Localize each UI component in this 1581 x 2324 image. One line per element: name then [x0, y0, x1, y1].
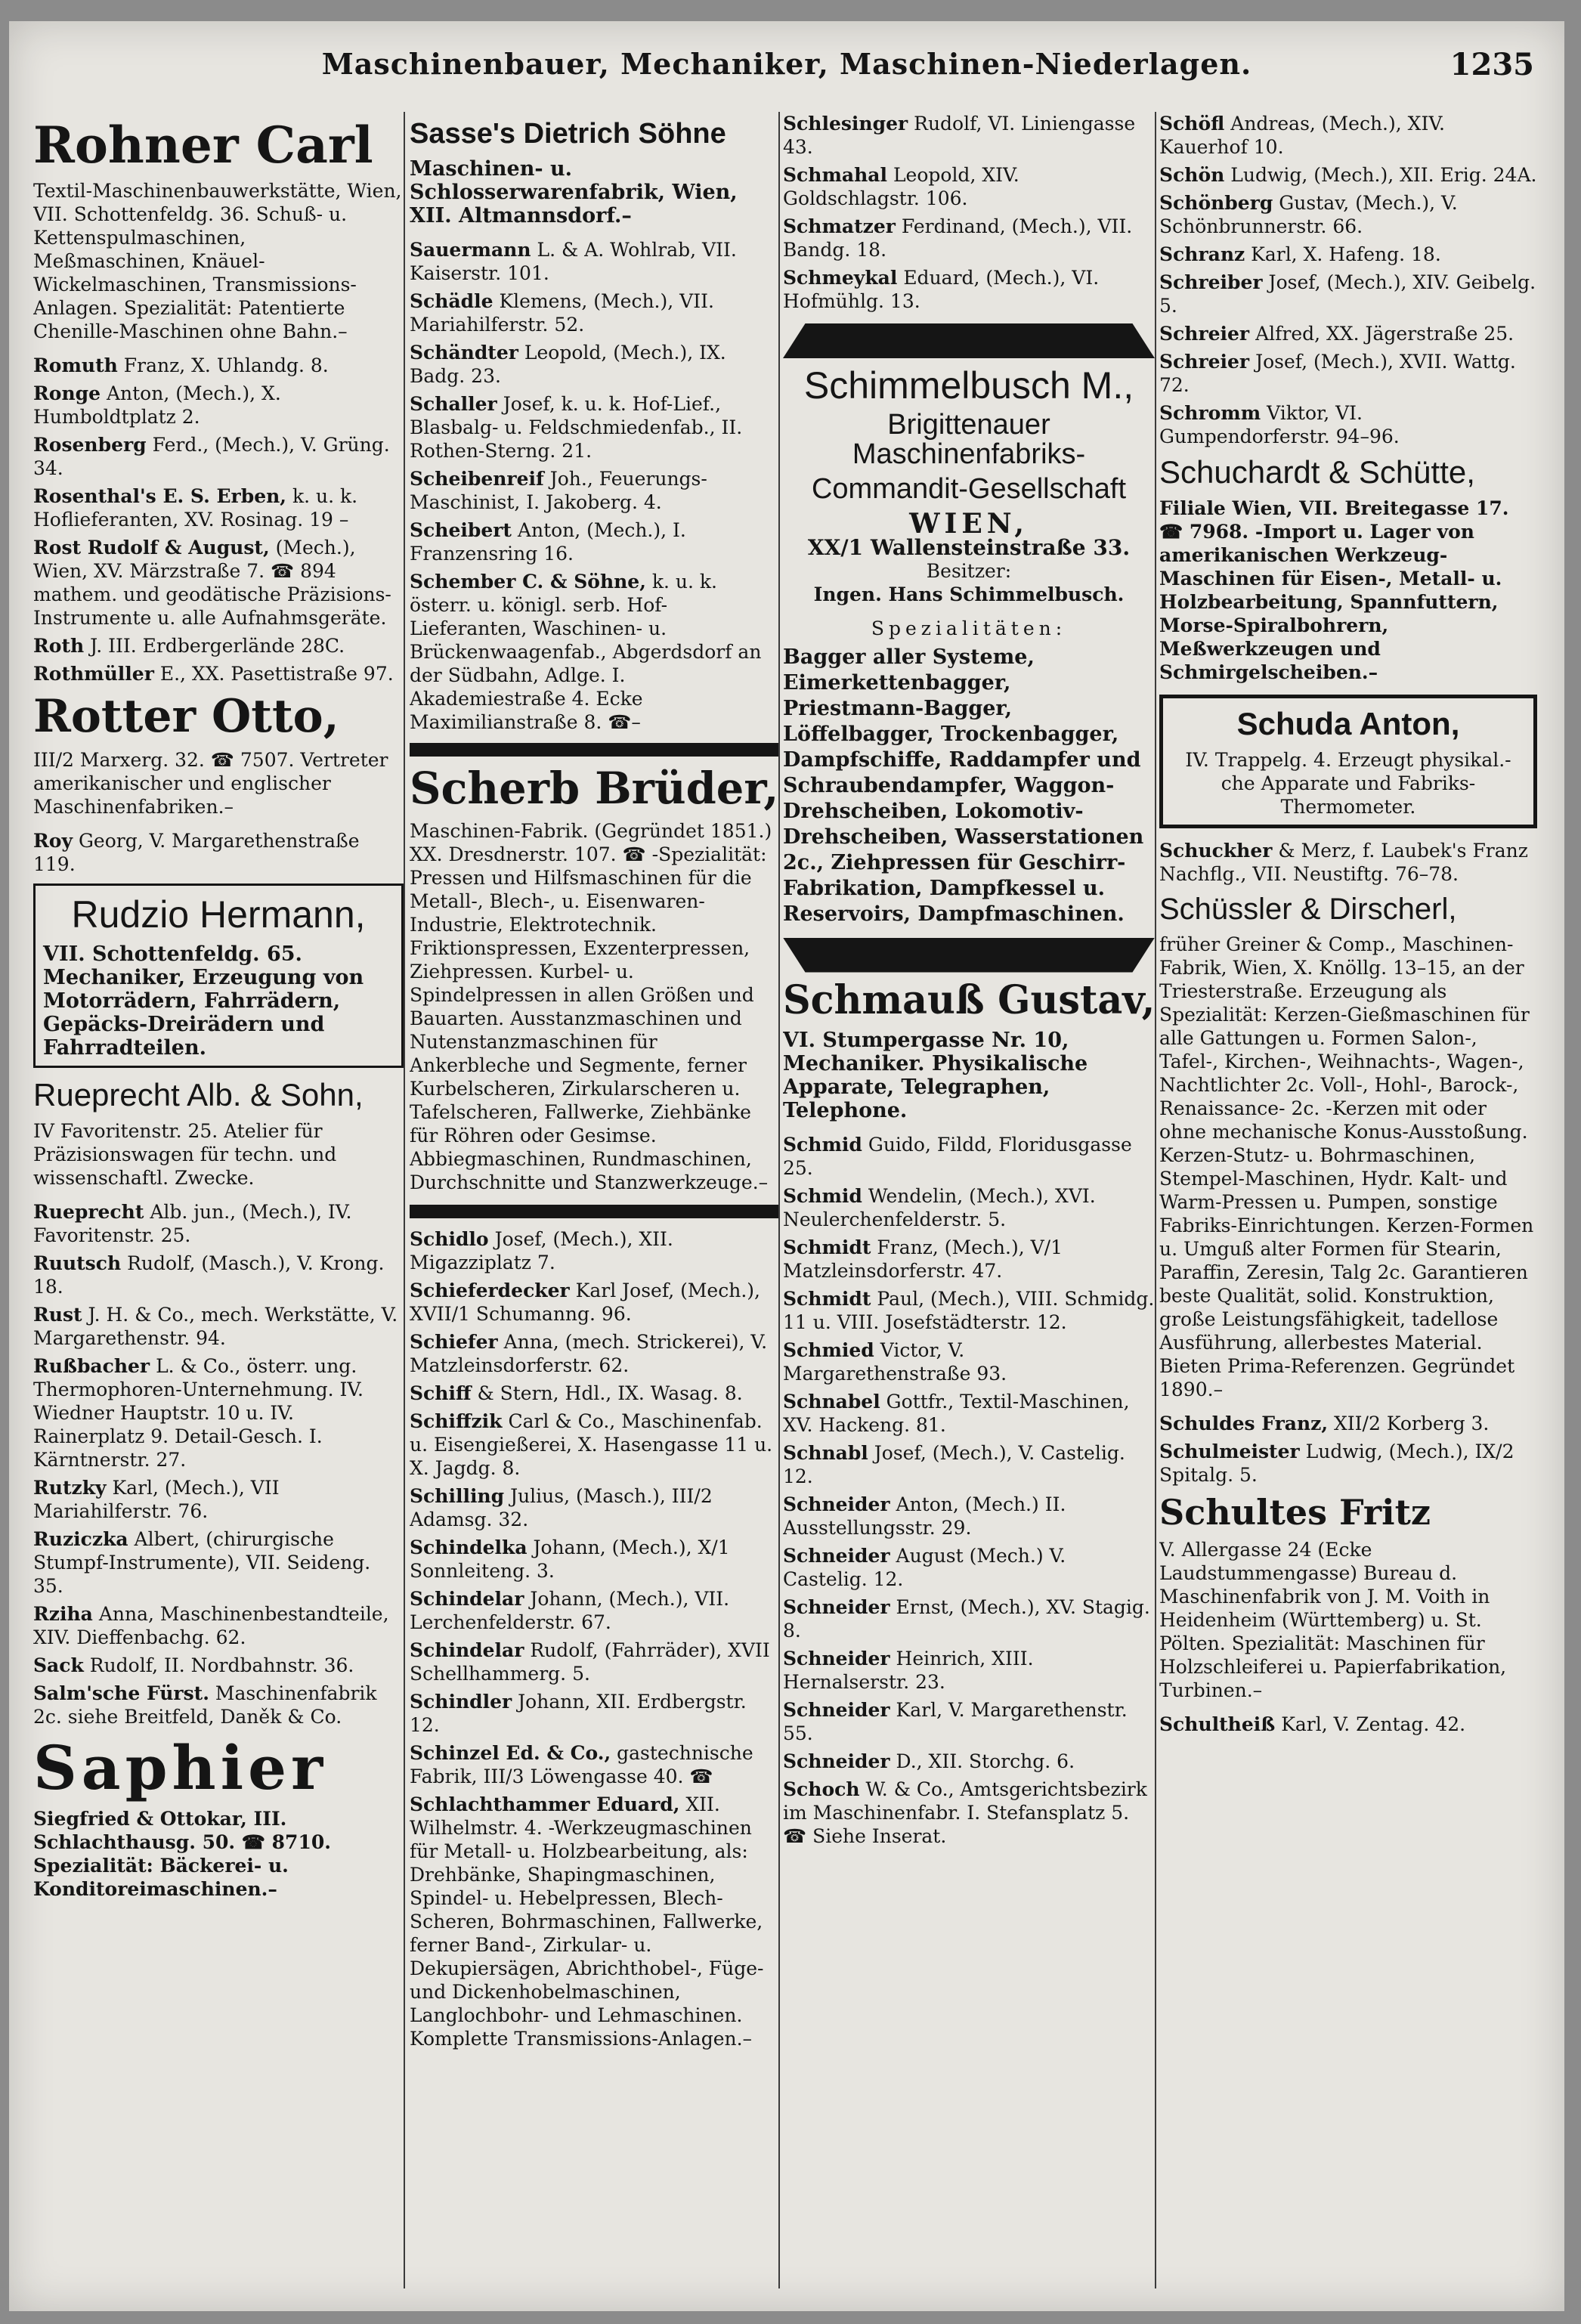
- entry-details: Alfred, XX. Jägerstraße 25.: [1255, 323, 1514, 345]
- entry-name: Schiffzik: [410, 1410, 503, 1432]
- entry-name: Schneider: [783, 1648, 890, 1670]
- ad-title: Saphier: [33, 1731, 328, 1803]
- ad-subtitle: Brigittenauer: [887, 408, 1050, 441]
- entry-name: Schidlo: [410, 1227, 489, 1250]
- entry-details: Johann, (Mech.), X/1 Sonnleiteng. 3.: [410, 1536, 730, 1582]
- directory-entry: [410, 1536, 778, 1583]
- entry-details: Josef, k. u. k. Hof-Lief., Blasbalg- u. Feldschmiedenfab., II. Rothen-Sterng. 21.: [410, 392, 743, 462]
- ad-title: Schimmelbusch M.,: [803, 364, 1134, 407]
- entry-name: Schmidt: [783, 1236, 871, 1259]
- directory-entry: [1159, 401, 1537, 448]
- entry-name: Schranz: [1159, 243, 1245, 265]
- directory-entry: [410, 518, 778, 565]
- directory-entry: [783, 215, 1155, 261]
- entry-details: L. & A. Wohlrab, VII. Kaiserstr. 101.: [410, 238, 737, 284]
- entry-details: Georg, V. Margarethenstraße 119.: [33, 830, 360, 876]
- directory-entry: [33, 382, 404, 429]
- directory-entry: [33, 536, 404, 630]
- entry-details: D., XII. Storchg. 6.: [896, 1750, 1075, 1773]
- ad-title: Schuchardt & Schütte,: [1159, 454, 1475, 490]
- directory-entry: [1159, 350, 1537, 397]
- directory-entry: [410, 1279, 778, 1326]
- entry-details: Albert, (chirurgische Stumpf-Instrumente), VII. Seideng. 35.: [33, 1527, 371, 1597]
- entry-details: Johann, (Mech.), VII. Lerchenfelderstr. 67.: [410, 1587, 730, 1633]
- entry-details: Leopold, (Mech.), IX. Badg. 23.: [410, 341, 726, 387]
- entry-details: Rudolf, (Fahrräder), XVII Schellhammerg. 5.: [410, 1639, 770, 1685]
- directory-entry: [1159, 1412, 1537, 1435]
- entry-details: (Mech.), Wien, XV. Märzstraße 7. ☎ 894 mathem. und geodätische Präzisions-Instrumente u. alle Aufnahmsgeräte.: [33, 537, 391, 630]
- entry-name: Schindelar: [410, 1587, 524, 1610]
- directory-entry: [783, 1390, 1155, 1437]
- ad-rohner: [33, 116, 404, 343]
- entry-details: Klemens, (Mech.), VII. Mariahilferstr. 52.: [410, 289, 714, 336]
- entry-list: [1159, 1713, 1537, 1736]
- ad-schultes: [1159, 1494, 1537, 1702]
- directory-entry: [33, 433, 404, 480]
- entry-details: Alb. jun., (Mech.), IV. Favoritenstr. 25.: [33, 1200, 352, 1246]
- entry-name: Ronge: [33, 382, 101, 405]
- ad-top-bar: [783, 323, 1155, 358]
- entry-details: E., XX. Pasettistraße 97.: [159, 663, 394, 685]
- entry-name: Schindler: [410, 1690, 512, 1713]
- entry-list: [783, 1133, 1155, 1848]
- ad-sasse: [410, 119, 778, 227]
- entry-details: Franz, (Mech.), V/1 Matzleinsdorferstr. 47.: [783, 1236, 1063, 1283]
- entry-details: Victor, V. Margarethenstraße 93.: [783, 1339, 1007, 1385]
- ad-title: Rueprecht Alb. & Sohn,: [33, 1076, 364, 1112]
- entry-name: Salm'sche Fürst.: [33, 1682, 209, 1704]
- entry-name: Schlachthammer Eduard,: [410, 1793, 680, 1815]
- entry-name: Ruziczka: [33, 1527, 128, 1550]
- directory-entry: [410, 1227, 778, 1274]
- entry-details: k. u. k. Hoflieferanten, XV. Rosinag. 19 –: [33, 485, 358, 531]
- directory-entry: [33, 1354, 404, 1471]
- entry-name: Schoch: [783, 1778, 860, 1801]
- directory-entry: [783, 112, 1155, 159]
- directory-entry: [33, 829, 404, 876]
- entry-name: Schneider: [783, 1545, 890, 1567]
- directory-entry: [783, 1338, 1155, 1385]
- entry-name: Schreiber: [1159, 271, 1263, 293]
- entry-name: Schulmeister: [1159, 1441, 1300, 1463]
- entry-name: Schindelar: [410, 1639, 524, 1661]
- ad-saphier: [33, 1731, 404, 1901]
- ad-title: Rudzio Hermann,: [71, 893, 366, 936]
- entry-name: Rust: [33, 1303, 82, 1326]
- entry-details: XII/2 Korberg 3.: [1334, 1413, 1490, 1435]
- entry-name: Roth: [33, 635, 85, 658]
- entry-details: Rudolf, VI. Liniengasse 43.: [783, 113, 1136, 158]
- page-number: 1235: [1450, 47, 1534, 82]
- ad-body: Maschinen- u. Schlosserwarenfabrik, Wien, XII. Altmannsdorf.–: [410, 156, 738, 227]
- entry-name: Schromm: [1159, 402, 1261, 424]
- directory-entry: [783, 1698, 1155, 1745]
- directory-entry: [410, 1639, 778, 1685]
- directory-entry: [33, 634, 404, 658]
- ad-body: Siegfried & Ottokar, III. Schlachthausg. 50. ☎ 8710. Spezialität: Bäckerei- u. Konditoreimaschinen.–: [33, 1807, 331, 1900]
- page-header: [39, 47, 1534, 95]
- ad-subtitle: Maschinenfabriks-Commandit-Gesellschaft: [811, 438, 1127, 505]
- entry-name: Schultheiß: [1159, 1713, 1276, 1736]
- entry-details: J. H. & Co., mech. Werkstätte, V. Margarethenstr. 94.: [33, 1303, 398, 1349]
- directory-entry: [410, 238, 778, 285]
- directory-entry: [410, 1330, 778, 1377]
- directory-entry: [410, 1793, 778, 2050]
- directory-entry: [410, 467, 778, 514]
- ad-title: Rohner Carl: [33, 116, 373, 175]
- entry-name: Rutzky: [33, 1476, 107, 1499]
- ad-body: V. Allergasse 24 (Ecke Laudstummengasse) Bureau d. Maschinenfabrik von J. M. Voith in Heidenheim (Württemberg) u. St. Pölten. Spezialität: Maschinen für Holzschleiferei u. Papierfabrikation, Turbinen.–: [1159, 1539, 1507, 1702]
- ad-rotter: [33, 690, 404, 819]
- directory-entry: [410, 1741, 778, 1788]
- entry-name: Sack: [33, 1654, 84, 1676]
- entry-details: Ludwig, (Mech.), IX/2 Spitalg. 5.: [1159, 1441, 1514, 1487]
- entry-list: [33, 354, 404, 685]
- ad-body: IV. Trappelg. 4. Erzeugt physikal.-che Apparate und Fabriks-Thermometer.: [1185, 749, 1511, 819]
- entry-name: Schön: [1159, 164, 1225, 186]
- entry-details: W. & Co., Amtsgerichtsbezirk im Maschinenfabr. I. Stefansplatz 5. ☎ Siehe Inserat.: [783, 1778, 1147, 1848]
- entry-list: [1159, 112, 1537, 448]
- entry-details: Andreas, (Mech.), XIV. Kauerhof 10.: [1159, 113, 1445, 158]
- directory-entry: [783, 1184, 1155, 1231]
- ad-body: IV Favoritenstr. 25. Atelier für Präzisionswagen für techn. und wissenschaftl. Zwecke.: [33, 1119, 337, 1189]
- entry-name: Schneider: [783, 1493, 890, 1516]
- directory-entry: [1159, 112, 1537, 159]
- directory-entry: [33, 1602, 404, 1649]
- entry-name: Schöfl: [1159, 113, 1225, 135]
- entry-details: L. & Co., österr. ung. Thermophoren-Unternehmung. IV. Wiedner Hauptstr. 10 u. IV. Rainerplatz 9. Detail-Gesch. I. Kärntnerstr. 27.: [33, 1354, 364, 1471]
- entry-name: Schneider: [783, 1596, 890, 1619]
- entry-name: Rosenberg: [33, 434, 147, 456]
- directory-entry: [1159, 1713, 1537, 1736]
- entry-name: Schönberg: [1159, 192, 1273, 214]
- entry-name: Rueprecht: [33, 1200, 144, 1223]
- directory-entry: [33, 1252, 404, 1298]
- page-title: Maschinenbauer, Mechaniker, Maschinen-Niederlagen.: [321, 47, 1252, 81]
- entry-name: Schilling: [410, 1484, 505, 1507]
- entry-name: Schreier: [1159, 351, 1250, 373]
- entry-details: Carl & Co., Maschinenfab. u. Eisengießerei, X. Hasengasse 11 u. X. Jagdg. 8.: [410, 1410, 773, 1479]
- ad-schimmelbusch: [783, 366, 1155, 927]
- entry-details: Johann, XII. Erdbergstr. 12.: [410, 1690, 747, 1736]
- directory-entry: [1159, 839, 1537, 886]
- entry-name: Roy: [33, 830, 73, 853]
- entry-details: Heinrich, XIII. Hernalserstr. 23.: [783, 1648, 1034, 1694]
- column-2: [410, 112, 778, 2296]
- directory-entry: [783, 1544, 1155, 1591]
- directory-entry: [783, 1595, 1155, 1642]
- entry-details: August (Mech.) V. Castelig. 12.: [783, 1545, 1066, 1591]
- entry-details: Julius, (Masch.), III/2 Adamsg. 32.: [410, 1484, 713, 1530]
- directory-entry: [1159, 1440, 1537, 1487]
- directory-entry: [33, 484, 404, 531]
- entry-name: Scheibert: [410, 518, 512, 541]
- entry-details: Karl Josef, (Mech.), XVII/1 Schumanng. 96.: [410, 1279, 760, 1325]
- entry-details: Wendelin, (Mech.), XVI. Neulerchenfelderstr. 5.: [783, 1185, 1096, 1231]
- entry-details: Ernst, (Mech.), XV. Stagig. 8.: [783, 1596, 1150, 1642]
- ad-address: XX/1 Wallensteinstraße 33.: [807, 534, 1131, 560]
- entry-details: Paul, (Mech.), VIII. Schmidg. 11 u. VIII. Josefstädterstr. 12.: [783, 1288, 1155, 1334]
- entry-details: Ludwig, (Mech.), XII. Erig. 24A.: [1230, 164, 1537, 186]
- directory-entry: [1159, 243, 1537, 266]
- directory-entry: [1159, 271, 1537, 317]
- directory-entry: [33, 1476, 404, 1523]
- entry-name: Schnabl: [783, 1442, 868, 1465]
- entry-name: Schmid: [783, 1185, 862, 1208]
- ad-spec: Bagger aller Systeme, Eimerkettenbagger, Priestmann-Bagger, Löffelbagger, Trockenbagger, Dampfschiffe, Raddampfer und Schraubendampfer, Waggon-Drehscheiben, Lokomotiv-Drehscheiben, Wasserstationen 2c., Ziehpressen für Geschirr-Fabrikation, Dampfkessel u. Reservoirs, Dampfmaschinen.: [783, 645, 1144, 926]
- directory-entry: [783, 266, 1155, 313]
- directory-entry: [33, 662, 404, 685]
- entry-details: Joh., Feuerungs-Maschinist, I. Jakoberg. 4.: [410, 467, 707, 513]
- entry-details: Rudolf, (Masch.), V. Krong. 18.: [33, 1252, 385, 1298]
- entry-details: J. III. Erdbergerlände 28C.: [90, 635, 345, 658]
- entry-details: Karl, V. Zentag. 42.: [1281, 1713, 1466, 1736]
- entry-details: Josef, (Mech.), XVII. Wattg. 72.: [1159, 351, 1516, 396]
- entry-name: Schmatzer: [783, 215, 896, 237]
- entry-name: Schneider: [783, 1750, 890, 1773]
- entry-details: Gustav, (Mech.), V. Schönbrunnerstr. 66.: [1159, 192, 1458, 237]
- entry-name: Schlesinger: [783, 113, 908, 135]
- entry-name: Schiff: [410, 1382, 472, 1404]
- entry-list: [33, 1200, 404, 1728]
- directory-entry: [410, 570, 778, 734]
- column-1: [33, 112, 404, 2296]
- ad-body: III/2 Marxerg. 32. ☎ 7507. Vertreter amerikanischer und englischer Maschinenfabriken.–: [33, 749, 388, 819]
- entry-list: [410, 1227, 778, 2050]
- entry-name: Rußbacher: [33, 1354, 150, 1377]
- entry-details: Josef, (Mech.), XII. Migazziplatz 7.: [410, 1227, 673, 1273]
- ad-scherb: [410, 762, 778, 1194]
- entry-name: Schinzel Ed. & Co.,: [410, 1741, 611, 1764]
- directory-entry: [783, 1441, 1155, 1488]
- ad-title: Schmauß Gustav,: [783, 976, 1155, 1023]
- ad-body: Filiale Wien, VII. Breitegasse 17. ☎ 7968. -Import u. Lager von amerikanischen Werkzeug-Maschinen für Eisen-, Metall- u. Holzbearbeitung, Spannfuttern, Morse-Spiralbohrern, Meßwerkzeugen und Schmirgelscheiben.–: [1159, 497, 1509, 684]
- entry-name: Ruutsch: [33, 1252, 122, 1274]
- entry-list: [1159, 1412, 1537, 1487]
- directory-entry: [1159, 322, 1537, 345]
- directory-entry: [783, 1133, 1155, 1180]
- entry-details: & Stern, Hdl., IX. Wasag. 8.: [477, 1382, 743, 1404]
- directory-entry: [783, 1647, 1155, 1694]
- ad-body: VI. Stumpergasse Nr. 10, Mechaniker. Physikalische Apparate, Telegraphen, Telephone.: [783, 1029, 1088, 1123]
- entry-name: Sauermann: [410, 238, 531, 261]
- ad-rueprecht: [33, 1078, 404, 1190]
- directory-entry: [783, 1493, 1155, 1540]
- directory-entry: [410, 1382, 778, 1405]
- entry-details: Karl, (Mech.), VII Mariahilferstr. 76.: [33, 1476, 280, 1522]
- entry-details: Anna, Maschinenbestandteile, XIV. Dieffenbachg. 62.: [33, 1602, 389, 1648]
- directory-entry: [783, 1778, 1155, 1848]
- directory-entry: [33, 1527, 404, 1598]
- ad-body: VII. Schottenfeldg. 65. Mechaniker, Erzeugung von Motorrädern, Fahrrädern, Gepäcks-Dreirädern und Fahrradteilen.: [43, 942, 364, 1060]
- ad-box-schuda: [1159, 695, 1537, 828]
- ad-body: Maschinen-Fabrik. (Gegründet 1851.) XX. Dresdnerstr. 107. ☎ -Spezialität: Pressen und Hilfsmaschinen für die Metall-, Blech-, u. Eisenwaren-Industrie, Elektrotechnik. Friktionspressen, Exzenterpressen, Ziehpressen. Kurbel- u. Spindelpressen in allen Größen und Bauarten. Ausstanzmaschinen und Nutenstanzmaschinen für Ankerbleche und Segmente, ferner Kurbelscheren, Zirkularscheren u. Tafelscheren, Fallwerke, Ziehbänke für Röhren oder Gesimse. Abbiegmaschinen, Rundmaschinen, Durchschnitte und Stanzwerkzeuge.–: [410, 819, 772, 1193]
- directory-entry: [783, 1236, 1155, 1283]
- directory-entry: [1159, 163, 1537, 187]
- entry-details: XII. Wilhelmstr. 4. -Werkzeugmaschinen für Metall- u. Holzbearbeitung, als: Drehbänke, Shapingmaschinen, Spindel- u. Hebelpressen, Blech-Scheren, Bohrmaschinen, Fallwerke, ferner Band-, Zirkular- u. Dekupiersägen, Abrichthobel-, Füge- und Dickenhobelmaschinen, Langlochbohr- und Lehmaschinen. Komplette Transmissions-Anlagen.–: [410, 1793, 764, 2050]
- entry-details: Anton, (Mech.) II. Ausstellungsstr. 29.: [783, 1493, 1066, 1540]
- directory-entry: [33, 1200, 404, 1247]
- ad-schuessler: [1159, 893, 1537, 1401]
- divider-bar: [410, 1205, 778, 1218]
- entry-name: Schindelka: [410, 1536, 528, 1558]
- entry-name: Rost Rudolf & August,: [33, 537, 270, 559]
- entry-details: Rudolf, II. Nordbahnstr. 36.: [89, 1654, 354, 1676]
- entry-name: Rothmüller: [33, 663, 154, 685]
- entry-list: [1159, 839, 1537, 886]
- ad-body: Textil-Maschinenbauwerkstätte, Wien, VII. Schottenfeldg. 36. Schuß- u. Kettenspulmaschinen, Meßmaschinen, Knäuel-Wickelmaschinen, Transmissions-Anlagen. Spezialität: Patentierte Chenille-Maschinen ohne Bahn.–: [33, 180, 402, 343]
- entry-details: Gottfr., Textil-Maschinen, XV. Hackeng. 81.: [783, 1391, 1130, 1437]
- entry-details: & Merz, f. Laubek's Franz Nachflg., VII. Neustiftg. 76–78.: [1159, 840, 1528, 886]
- entry-details: k. u. k. österr. u. königl. serb. Hof-Lieferanten, Waschinen- u. Brückenwaagenfab., Abgerdsdorf an der Südbahn, Adlge. I. Akademiestraße 4. Ecke Maximilianstraße 8. ☎–: [410, 570, 762, 733]
- entry-details: Karl, V. Margarethenstr. 55.: [783, 1699, 1128, 1745]
- directory-entry: [410, 1690, 778, 1737]
- directory-page: [9, 21, 1564, 2311]
- entry-name: Schmied: [783, 1339, 874, 1362]
- column-rule: [404, 112, 405, 2288]
- ad-body: früher Greiner & Comp., Maschinen-Fabrik, Wien, X. Knöllg. 13–15, an der Triesterstraße. Erzeugung als Spezialität: Kerzen-Gießmaschinen für alle Gattungen u. Formen Salon-, Tafel-, Kirchen-, Weihnachts-, Wagen-, Nachtlichter 2c. Voll-, Hohl-, Barock-, Renaissance- 2c. -Kerzen mit oder ohne mechanische Konus-Ausstoßung. Kerzen-Stutz- u. Bohrmaschinen, Stempel-Maschinen, Hydr. Kalt- und Warm-Pressen u. Pumpen, sonstige Fabriks-Einrichtungen. Kerzen-Formen u. Umguß alter Formen für Stearin, Paraffin, Zeresin, Talg 2c. Garantieren beste Qualität, solid. Konstruktion, große Leistungsfähigkeit, tadellose Ausführung, allerbestes Material. Bieten Prima-Referenzen. Gegründet 1890.–: [1159, 933, 1534, 1401]
- column-rule: [778, 112, 780, 2288]
- entry-name: Schuckher: [1159, 840, 1273, 862]
- entry-name: Rosenthal's E. S. Erben,: [33, 485, 286, 508]
- directory-entry: [410, 1484, 778, 1531]
- ad-schmauss: [783, 976, 1155, 1123]
- directory-entry: [33, 1654, 404, 1677]
- entry-name: Schneider: [783, 1699, 890, 1722]
- entry-details: Ferdinand, (Mech.), VII. Bandg. 18.: [783, 215, 1133, 261]
- entry-details: Josef, (Mech.), V. Castelig. 12.: [783, 1442, 1125, 1488]
- entry-name: Schmid: [783, 1134, 862, 1156]
- entry-details: Viktor, VI. Gumpendorferstr. 94–96.: [1159, 402, 1400, 447]
- entry-name: Schember C. & Söhne,: [410, 570, 646, 593]
- directory-entry: [33, 1303, 404, 1350]
- directory-entry: [410, 289, 778, 336]
- entry-name: Schändter: [410, 341, 518, 364]
- entry-details: Maschinenfabrik 2c. siehe Breitfeld, Daněk & Co.: [33, 1682, 377, 1728]
- directory-entry: [1159, 191, 1537, 238]
- entry-list: [33, 829, 404, 876]
- directory-entry: [33, 354, 404, 377]
- entry-name: Schmahal: [783, 164, 887, 186]
- directory-entry: [783, 1750, 1155, 1773]
- directory-entry: [410, 392, 778, 463]
- directory-entry: [410, 341, 778, 388]
- ad-owner: Ingen. Hans Schimmelbusch.: [813, 583, 1125, 605]
- ad-owner-label: Besitzer:: [926, 559, 1012, 582]
- entry-details: Anna, (mech. Strickerei), V. Matzleinsdorferstr. 62.: [410, 1330, 768, 1376]
- entry-name: Schieferdecker: [410, 1279, 570, 1301]
- entry-name: Schuldes Franz,: [1159, 1413, 1329, 1435]
- entry-name: Schaller: [410, 392, 497, 415]
- entry-details: Ferd., (Mech.), V. Grüng. 34.: [33, 434, 390, 480]
- directory-entry: [783, 1287, 1155, 1334]
- entry-details: Guido, Fildd, Floridusgasse 25.: [783, 1134, 1132, 1180]
- directory-entry: [783, 163, 1155, 210]
- entry-name: Rziha: [33, 1602, 93, 1625]
- entry-list: [783, 112, 1155, 313]
- entry-details: Leopold, XIV. Goldschlagstr. 106.: [783, 164, 1019, 209]
- entry-details: gastechnische Fabrik, III/3 Löwengasse 40. ☎: [410, 1741, 753, 1787]
- entry-name: Scheibenreif: [410, 467, 544, 490]
- entry-details: Eduard, (Mech.), VI. Hofmühlg. 13.: [783, 267, 1100, 312]
- entry-details: Anton, (Mech.), I. Franzensring 16.: [410, 518, 686, 565]
- entry-name: Schmeykal: [783, 267, 898, 289]
- column-rule: [1155, 112, 1156, 2288]
- ad-title: Schüssler & Dirscherl,: [1159, 893, 1457, 927]
- ad-title: Rotter Otto,: [33, 690, 339, 744]
- ad-box-rudzio: [33, 883, 404, 1068]
- entry-name: Schmidt: [783, 1288, 871, 1311]
- ad-title: Sasse's Dietrich Söhne: [410, 118, 726, 150]
- ad-title: Schuda Anton,: [1236, 706, 1460, 742]
- entry-name: Schädle: [410, 289, 493, 312]
- ad-title: Schultes Fritz: [1159, 1492, 1431, 1533]
- column-3: [783, 112, 1155, 2296]
- ad-title: Scherb Brüder,: [410, 762, 778, 814]
- directory-entry: [33, 1682, 404, 1728]
- ad-schuchardt: [1159, 456, 1537, 684]
- entry-list: [410, 238, 778, 734]
- column-4: [1159, 112, 1537, 2296]
- entry-details: Franz, X. Uhlandg. 8.: [123, 354, 329, 377]
- entry-details: Karl, X. Hafeng. 18.: [1251, 243, 1441, 265]
- entry-details: Anton, (Mech.), X. Humboldtplatz 2.: [33, 382, 281, 429]
- ad-bottom-bar: [783, 938, 1155, 973]
- divider-bar: [410, 743, 778, 757]
- ad-city: WIEN,: [909, 507, 1029, 540]
- entry-name: Schnabel: [783, 1391, 880, 1413]
- ad-spec-label: Spezialitäten:: [871, 617, 1067, 639]
- entry-name: Romuth: [33, 354, 118, 377]
- directory-entry: [410, 1587, 778, 1634]
- entry-details: Josef, (Mech.), XIV. Geibelg. 5.: [1159, 271, 1536, 317]
- entry-name: Schreier: [1159, 323, 1250, 345]
- directory-entry: [410, 1410, 778, 1480]
- entry-name: Schiefer: [410, 1330, 498, 1353]
